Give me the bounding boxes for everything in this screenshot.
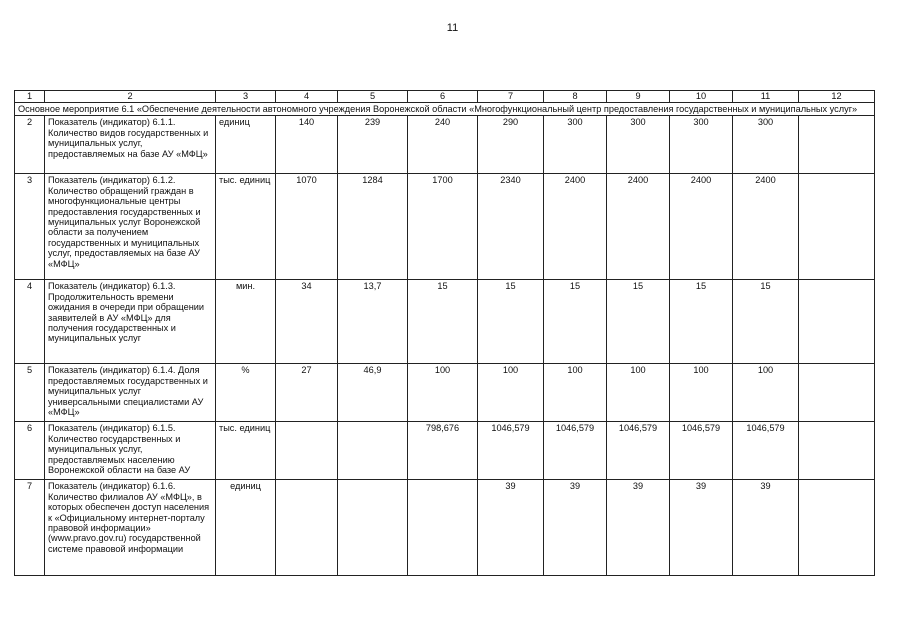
table-row	[15, 480, 875, 576]
column-number: 7	[478, 91, 544, 103]
column-numbers-row	[15, 91, 875, 103]
unit: %	[216, 364, 276, 422]
section-title: Основное мероприятие 6.1 «Обеспечение деятельности автономного учреждения Воронежской области «Многофункциональный центр предоставления государственных и муниципальных услуг»	[15, 103, 875, 116]
column-number: 9	[607, 91, 670, 103]
value-cell: 300	[607, 116, 670, 174]
value-cell: 2400	[670, 174, 733, 280]
value-cell	[799, 422, 875, 480]
value-cell: 300	[670, 116, 733, 174]
value-cell: 798,676	[408, 422, 478, 480]
column-number: 2	[45, 91, 216, 103]
value-cell	[338, 422, 408, 480]
unit: тыс. единиц	[216, 174, 276, 280]
unit: тыс. единиц	[216, 422, 276, 480]
value-cell: 1284	[338, 174, 408, 280]
indicator-name: Показатель (индикатор) 6.1.4. Доля предоставляемых государственных и муниципальных услуг универсальными специалистами АУ «МФЦ»	[45, 364, 216, 422]
value-cell: 290	[478, 116, 544, 174]
table-row	[15, 174, 875, 280]
value-cell: 27	[276, 364, 338, 422]
value-cell: 39	[607, 480, 670, 576]
value-cell: 34	[276, 280, 338, 364]
value-cell: 2400	[544, 174, 607, 280]
column-number: 11	[733, 91, 799, 103]
table-row	[15, 280, 875, 364]
value-cell	[276, 480, 338, 576]
page-number: 11	[446, 22, 459, 34]
value-cell: 13,7	[338, 280, 408, 364]
indicator-name: Показатель (индикатор) 6.1.5. Количество государственных и муниципальных услуг, предоставляемых населению Воронежской области на базе АУ	[45, 422, 216, 480]
value-cell	[799, 480, 875, 576]
value-cell: 1046,579	[607, 422, 670, 480]
indicator-name: Показатель (индикатор) 6.1.1. Количество видов государственных и муниципальных услуг, предоставляемых на базе АУ «МФЦ»	[45, 116, 216, 174]
value-cell: 100	[478, 364, 544, 422]
value-cell: 15	[544, 280, 607, 364]
value-cell: 2340	[478, 174, 544, 280]
value-cell: 15	[733, 280, 799, 364]
column-number: 10	[670, 91, 733, 103]
row-number: 5	[15, 364, 45, 422]
value-cell: 100	[670, 364, 733, 422]
value-cell	[799, 116, 875, 174]
value-cell: 39	[670, 480, 733, 576]
table-row	[15, 116, 875, 174]
column-number: 12	[799, 91, 875, 103]
value-cell: 15	[607, 280, 670, 364]
indicator-name: Показатель (индикатор) 6.1.6. Количество филиалов АУ «МФЦ», в которых обеспечен доступ населения к «Официальному интернет-порталу правовой информации» (www.pravo.gov.ru) государственной системе правовой информации	[45, 480, 216, 576]
value-cell: 100	[607, 364, 670, 422]
value-cell: 39	[544, 480, 607, 576]
column-number: 1	[15, 91, 45, 103]
unit: единиц	[216, 116, 276, 174]
value-cell	[338, 480, 408, 576]
value-cell: 100	[733, 364, 799, 422]
value-cell	[408, 480, 478, 576]
value-cell: 15	[478, 280, 544, 364]
column-number: 5	[338, 91, 408, 103]
value-cell: 240	[408, 116, 478, 174]
value-cell: 1046,579	[478, 422, 544, 480]
row-number: 3	[15, 174, 45, 280]
value-cell	[799, 364, 875, 422]
value-cell: 140	[276, 116, 338, 174]
value-cell: 239	[338, 116, 408, 174]
value-cell: 300	[544, 116, 607, 174]
table-row	[15, 364, 875, 422]
table-row	[15, 422, 875, 480]
value-cell: 2400	[733, 174, 799, 280]
row-number: 2	[15, 116, 45, 174]
column-number: 8	[544, 91, 607, 103]
value-cell: 46,9	[338, 364, 408, 422]
value-cell: 1070	[276, 174, 338, 280]
value-cell: 1046,579	[670, 422, 733, 480]
row-number: 6	[15, 422, 45, 480]
value-cell	[799, 174, 875, 280]
value-cell: 1046,579	[733, 422, 799, 480]
value-cell: 39	[478, 480, 544, 576]
value-cell: 2400	[607, 174, 670, 280]
value-cell: 100	[408, 364, 478, 422]
indicator-name: Показатель (индикатор) 6.1.3. Продолжительность времени ожидания в очереди при обращении заявителей в АУ «МФЦ» для получения государственных и муниципальных услуг	[45, 280, 216, 364]
value-cell: 100	[544, 364, 607, 422]
value-cell: 300	[733, 116, 799, 174]
column-number: 3	[216, 91, 276, 103]
value-cell: 15	[670, 280, 733, 364]
column-number: 4	[276, 91, 338, 103]
unit: мин.	[216, 280, 276, 364]
indicator-name: Показатель (индикатор) 6.1.2. Количество обращений граждан в многофункциональные центры предоставления государственных и муниципальных услуг Воронежской области за получением государственных и муниципальных услуг, предоставляемых на базе АУ «МФЦ»	[45, 174, 216, 280]
indicators-table	[14, 90, 875, 576]
value-cell	[799, 280, 875, 364]
unit: единиц	[216, 480, 276, 576]
section-row	[15, 103, 875, 116]
value-cell: 39	[733, 480, 799, 576]
value-cell: 1700	[408, 174, 478, 280]
value-cell: 1046,579	[544, 422, 607, 480]
value-cell	[276, 422, 338, 480]
column-number: 6	[408, 91, 478, 103]
value-cell: 15	[408, 280, 478, 364]
row-number: 7	[15, 480, 45, 576]
row-number: 4	[15, 280, 45, 364]
